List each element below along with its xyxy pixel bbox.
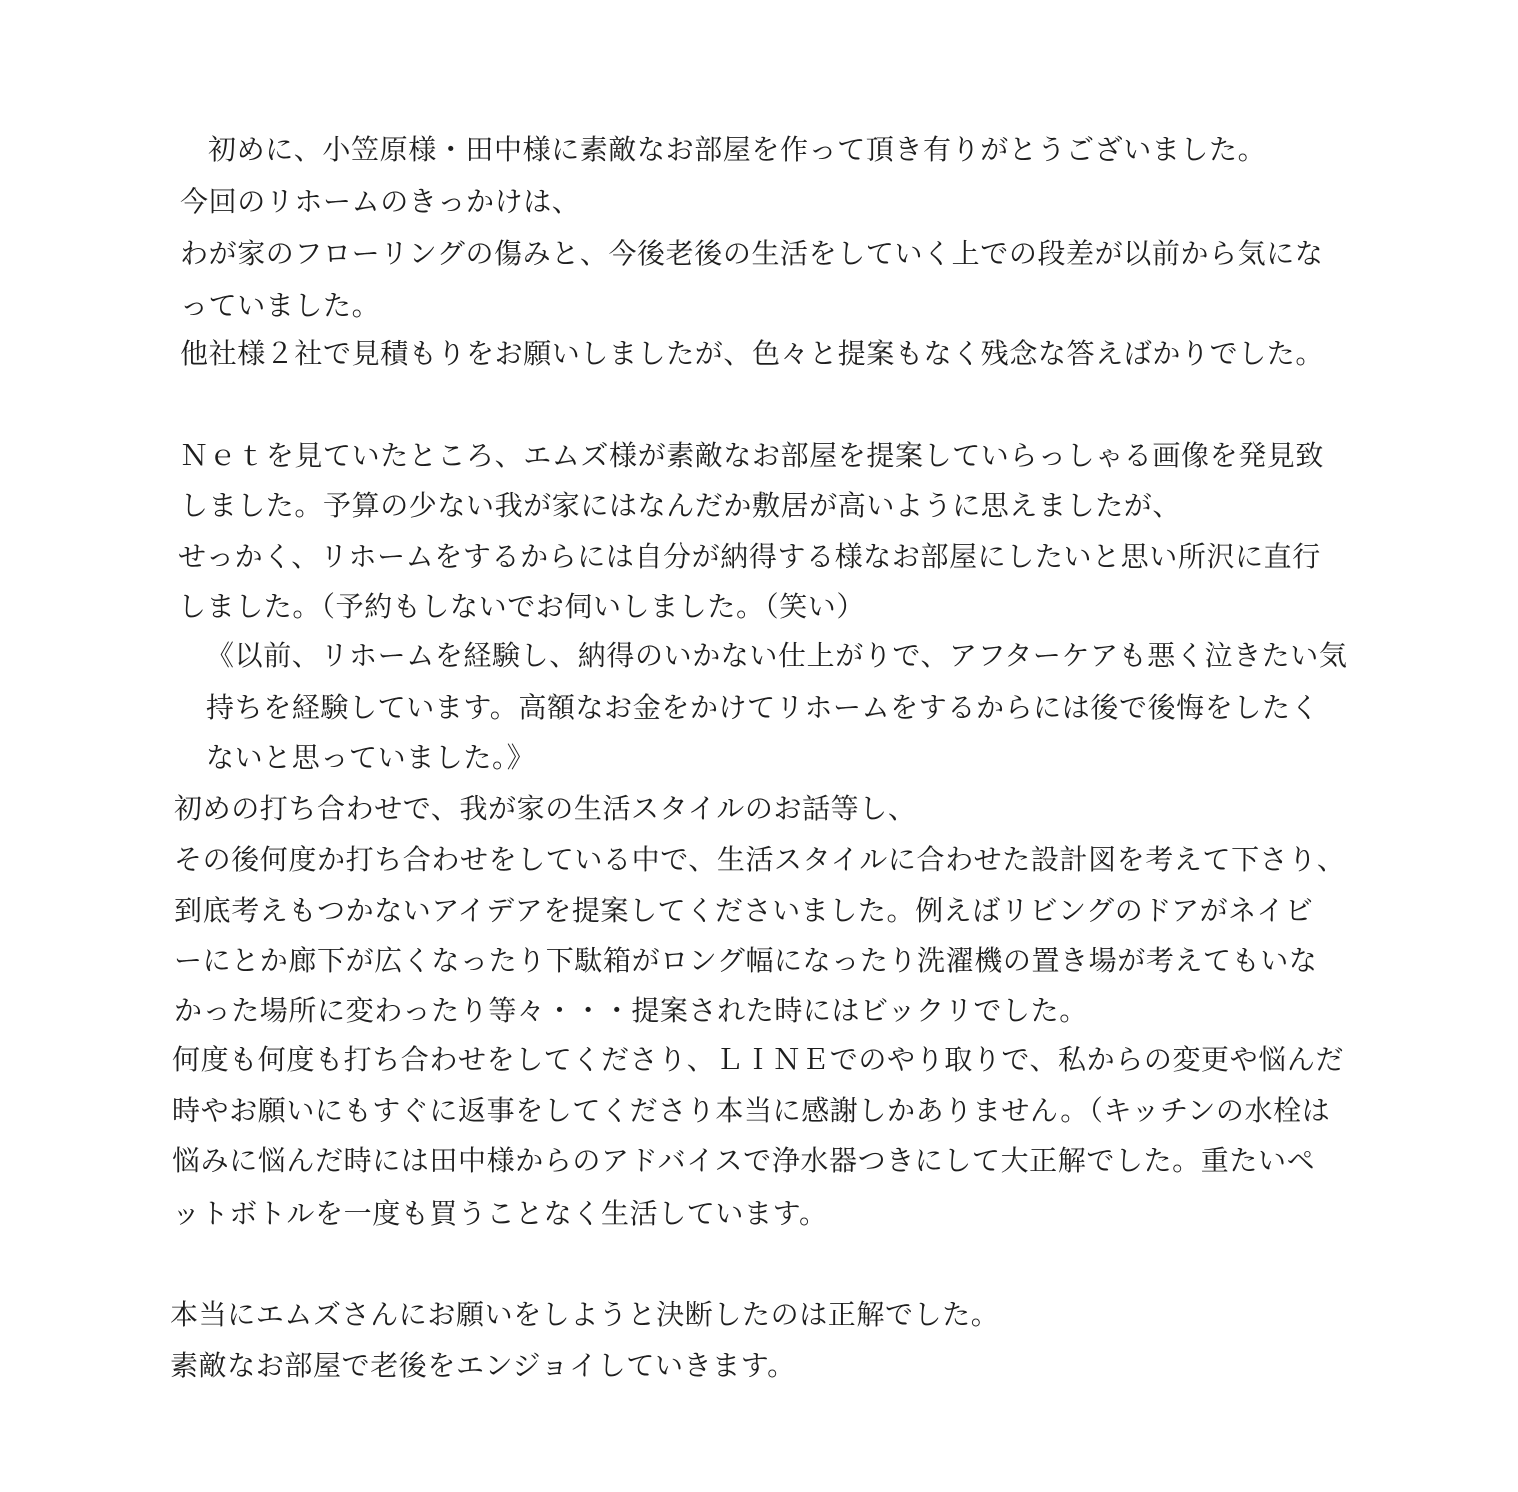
letter-line: 悩みに悩んだ時には田中様からのアドバイスで浄水器つきにして大正解でした。重たいペ bbox=[172, 1144, 1316, 1177]
letter-line: ないと思っていました。》 bbox=[206, 741, 536, 774]
letter-line: 本当にエムズさんにお願いをしようと決断したのは正解でした。 bbox=[170, 1298, 1000, 1331]
letter-line: 他社様２社で見積もりをお願いしましたが、色々と提案もなく残念な答えばかりでした。 bbox=[180, 337, 1325, 370]
letter-line: 到底考えもつかないアイデアを提案してくださいました。例えばリビングのドアがネイビ bbox=[174, 894, 1314, 927]
letter-line: 何度も何度も打ち合わせをしてくださり、ＬＩＮＥでのやり取りで、私からの変更や悩んだ bbox=[172, 1043, 1345, 1076]
letter-line: 時やお願いにもすぐに返事をしてくださり本当に感謝しかありません。（キッチンの水栓は bbox=[172, 1094, 1331, 1127]
letter-line: しました。（予約もしないでお伺いしました。（笑い） bbox=[178, 590, 866, 623]
letter-line: っていました。 bbox=[180, 289, 381, 322]
letter-line: Ｎｅｔを見ていたところ、エムズ様が素敵なお部屋を提案していらっしゃる画像を発見致 bbox=[180, 439, 1325, 472]
letter-line: わが家のフローリングの傷みと、今後老後の生活をしていく上での段差が以前から気にな bbox=[180, 237, 1324, 270]
letter-line: 初めの打ち合わせで、我が家の生活スタイルのお話等し、 bbox=[174, 792, 917, 825]
letter-line: かった場所に変わったり等々・・・提案された時にはビックリでした。 bbox=[174, 994, 1088, 1027]
letter-line: その後何度か打ち合わせをしている中で、生活スタイルに合わせた設計図を考えて下さり、 bbox=[174, 843, 1346, 876]
letter-line: 《以前、リホームを経験し、納得のいかない仕上がりで、アフターケアも悪く泣きたい気 bbox=[206, 639, 1348, 672]
letter-line: しました。予算の少ない我が家にはなんだか敷居が高いように思えましたが、 bbox=[180, 489, 1182, 522]
letter-line: ーにとか廊下が広くなったり下駄箱がロング幅になったり洗濯機の置き場が考えてもいな bbox=[174, 944, 1318, 977]
letter-line: 初めに、小笠原様・田中様に素敵なお部屋を作って頂き有りがとうございました。 bbox=[208, 133, 1267, 166]
letter-line: 持ちを経験しています。高額なお金をかけてリホームをするからには後で後悔をしたく bbox=[206, 691, 1320, 724]
letter-line: 今回のリホームのきっかけは、 bbox=[180, 185, 581, 218]
letter-line: ットボトルを一度も買うことなく生活しています。 bbox=[172, 1197, 828, 1230]
letter-line: せっかく、リホームをするからには自分が納得する様なお部屋にしたいと思い所沢に直行 bbox=[178, 540, 1321, 573]
letter-line: 素敵なお部屋で老後をエンジョイしていきます。 bbox=[170, 1349, 796, 1382]
